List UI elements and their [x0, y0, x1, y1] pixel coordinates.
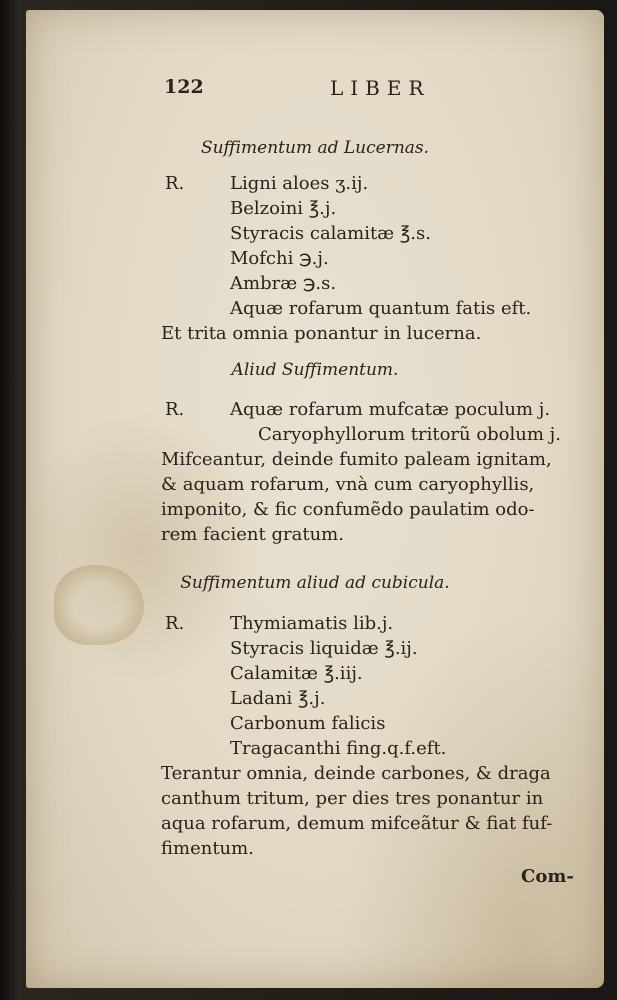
recipe-sign: R. [165, 613, 185, 634]
page-text [26, 10, 604, 988]
page-header [26, 76, 604, 106]
ingredient-line: Styracis liquidæ ℥.ij. [230, 638, 418, 659]
instruction-line: aqua rofarum, demum mifceãtur & fiat fuf- [161, 813, 553, 834]
ingredient-line: Aquæ rofarum mufcatæ poculum j. [230, 399, 551, 420]
ingredient-line: Carbonum falicis [230, 713, 386, 734]
ingredient-line: Thymiamatis lib.j. [230, 613, 394, 634]
recipe-sign: R. [165, 399, 185, 420]
instruction-line: fimentum. [161, 838, 254, 859]
catchword: Com- [521, 866, 574, 887]
ingredient-line: Aquæ rofarum quantum fatis eft. [230, 298, 532, 319]
book-page [26, 10, 604, 988]
ingredient-line: Caryophyllorum tritorũ obolum j. [258, 424, 561, 445]
section-heading: Suffimentum aliud ad cubicula. [180, 573, 450, 593]
page-number: 122 [164, 76, 204, 98]
ingredient-line: Ladani ℥.j. [230, 688, 326, 709]
instruction-line: imponito, & fic confumẽdo paulatim odo- [161, 499, 535, 520]
instruction-line: Terantur omnia, deinde carbones, & draga [161, 763, 551, 784]
ingredient-line: Ligni aloes ʒ.ij. [230, 173, 369, 194]
ingredient-line: Mofchi ℈.j. [230, 248, 329, 269]
instruction-line: & aquam rofarum, vnà cum caryophyllis, [161, 474, 535, 495]
instruction-line: Mifceantur, deinde fumito paleam ignitam, [161, 449, 552, 470]
section-heading: Aliud Suffimentum. [231, 360, 399, 380]
instruction-line: Et trita omnia ponantur in lucerna. [161, 323, 482, 344]
ingredient-line: Tragacanthi fing.q.f.eft. [230, 738, 447, 759]
running-title: LIBER [330, 76, 431, 100]
ingredient-line: Ambræ ℈.s. [230, 273, 337, 294]
ingredient-line: Belzoini ℥.j. [230, 198, 337, 219]
instruction-line: rem facient gratum. [161, 524, 344, 545]
recipe-sign: R. [165, 173, 185, 194]
ingredient-line: Styracis calamitæ ℥.s. [230, 223, 431, 244]
instruction-line: canthum tritum, per dies tres ponantur in [161, 788, 544, 809]
ingredient-line: Calamitæ ℥.iij. [230, 663, 363, 684]
section-heading: Suffimentum ad Lucernas. [200, 138, 430, 158]
